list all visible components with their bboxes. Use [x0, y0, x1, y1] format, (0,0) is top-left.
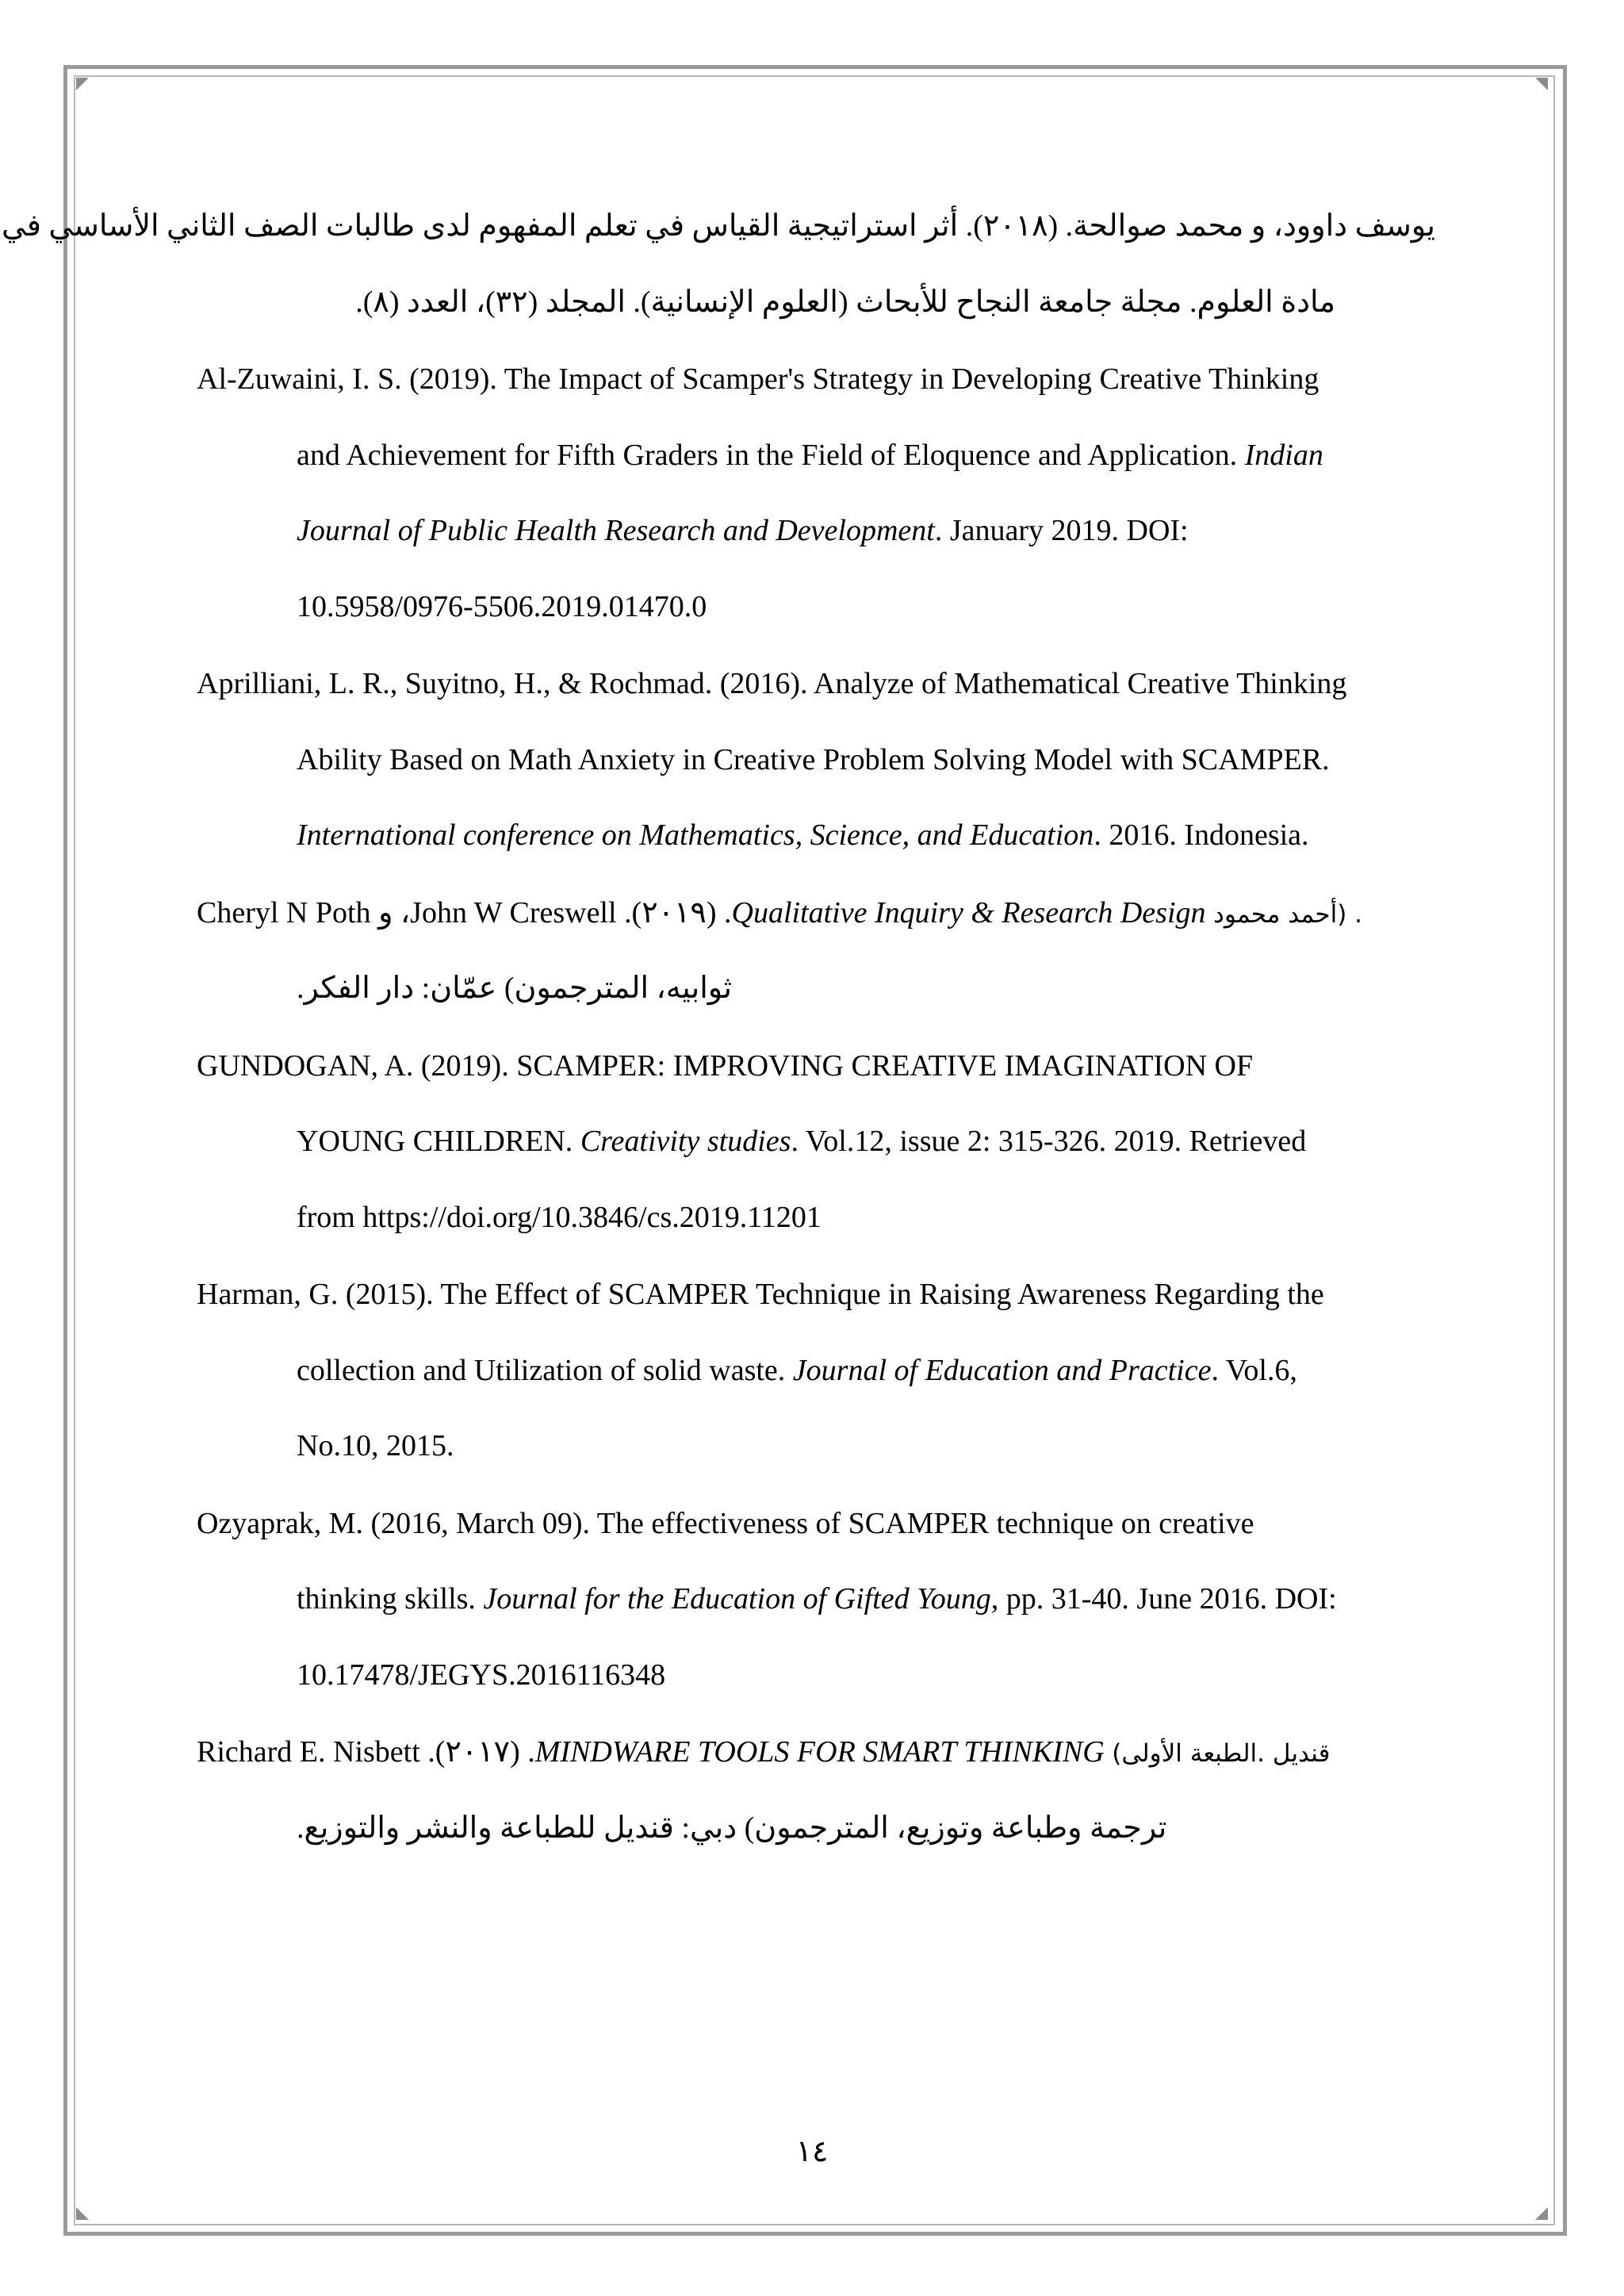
reference-line: يوسف داوود، و محمد صوالحة. (٢٠١٨). أثر استراتيجية القياس في تعلم المفهوم لدى طالبات الصف الثاني الأساسي في	[2, 209, 1435, 243]
reference-text: thinking skills.	[297, 1582, 476, 1616]
book-title: Qualitative Inquiry & Research Design	[731, 895, 1206, 930]
reference-text: . Vol.6,	[1211, 1353, 1297, 1387]
reference-line	[197, 342, 1435, 418]
reference-nisbett	[197, 1715, 1435, 1866]
reference-text: Al-Zuwaini, I. S. (2019). The Impact of Scamper's Strategy in Developing Creative Thinking	[197, 362, 1320, 396]
reference-line: Harman, G. (2015). The Effect of SCAMPER Technique in Raising Awareness Regarding the	[197, 1278, 1324, 1311]
reference-text: (قنديل .الطبعة الأولى	[1112, 1739, 1331, 1768]
reference-poth-creswell	[197, 876, 1435, 1027]
reference-text: collection and Utilization of solid waste.	[297, 1353, 786, 1387]
reference-al-zuwaini	[197, 342, 1435, 645]
reference-text: and Achievement for Fifth Graders in the Field of Eloquence and Application.	[297, 438, 1238, 472]
reference-text: . January 2019. DOI:	[934, 514, 1189, 547]
reference-line: 10.5958/0976-5506.2019.01470.0	[297, 589, 707, 623]
reference-line: مادة العلوم. مجلة جامعة النجاح للأبحاث (العلوم الإنسانية). المجلد (٣٢)، العدد (٨).	[355, 285, 1335, 319]
reference-line	[197, 798, 1435, 874]
journal-title: Creativity studies	[580, 1125, 791, 1158]
reference-line	[197, 1333, 1435, 1409]
reference-harman	[197, 1257, 1435, 1485]
reference-text: Cheryl N Poth و ،John W Creswell .(٢٠١٩) .	[197, 895, 732, 930]
reference-text: أحمد محمود) .	[1213, 899, 1363, 929]
reference-text: Richard E. Nisbett .(٢٠١٧) .	[197, 1735, 535, 1769]
reference-line: Ozyaprak, M. (2016, March 09). The effectiveness of SCAMPER technique on creative	[197, 1506, 1254, 1540]
reference-text: YOUNG CHILDREN.	[297, 1125, 573, 1158]
corner-ornament-top-right	[1535, 78, 1548, 90]
reference-line	[197, 1715, 1435, 1791]
reference-ozyaprak	[197, 1486, 1435, 1714]
reference-aprilliani	[197, 646, 1435, 874]
reference-list	[2, 189, 1435, 1868]
corner-ornament-top-left	[76, 78, 89, 90]
reference-text: . Vol.12, issue 2: 315-326. 2019. Retrieved	[791, 1125, 1307, 1158]
reference-line: No.10, 2015.	[297, 1429, 454, 1462]
journal-title: Indian	[1244, 438, 1323, 472]
reference-line: GUNDOGAN, A. (2019). SCAMPER: IMPROVING CREATIVE IMAGINATION OF	[197, 1048, 1254, 1083]
reference-line	[197, 1104, 1435, 1180]
reference-line	[197, 1562, 1435, 1638]
journal-title: Journal for the Education of Gifted Young	[483, 1582, 991, 1616]
reference-line: Ability Based on Math Anxiety in Creative Problem Solving Model with SCAMPER.	[297, 742, 1330, 776]
reference-text: , pp. 31-40. June 2016. DOI:	[990, 1582, 1337, 1616]
reference-dawood	[2, 189, 1435, 340]
corner-ornament-bottom-left	[76, 2207, 89, 2220]
reference-line	[197, 876, 1435, 952]
reference-line: ترجمة وطباعة وتوزيع، المترجمون) دبي: قنديل للطباعة والنشر والتوزيع.	[297, 1811, 1167, 1845]
reference-line: ثوابيه، المترجمون) عمّان: دار الفكر.	[297, 972, 732, 1005]
book-title: MINDWARE TOOLS FOR SMART THINKING	[534, 1735, 1105, 1769]
journal-title: Journal of Education and Practice	[792, 1353, 1212, 1387]
reference-text: . 2016. Indonesia.	[1094, 818, 1309, 852]
reference-line: 10.17478/JEGYS.2016116348	[297, 1658, 666, 1692]
reference-line	[197, 493, 1435, 569]
page-number: ١٤	[795, 2133, 829, 2168]
reference-line: Aprilliani, L. R., Suyitno, H., & Rochmad. (2016). Analyze of Mathematical Creative Thinking	[197, 667, 1347, 700]
journal-title: Journal of Public Health Research and Development	[297, 514, 935, 547]
reference-line: from https://doi.org/10.3846/cs.2019.11201	[297, 1200, 822, 1234]
reference-gundogan	[197, 1029, 1435, 1256]
corner-ornament-bottom-right	[1535, 2207, 1548, 2220]
conference-title: International conference on Mathematics, Science, and Education	[297, 818, 1094, 852]
reference-line	[197, 418, 1435, 494]
